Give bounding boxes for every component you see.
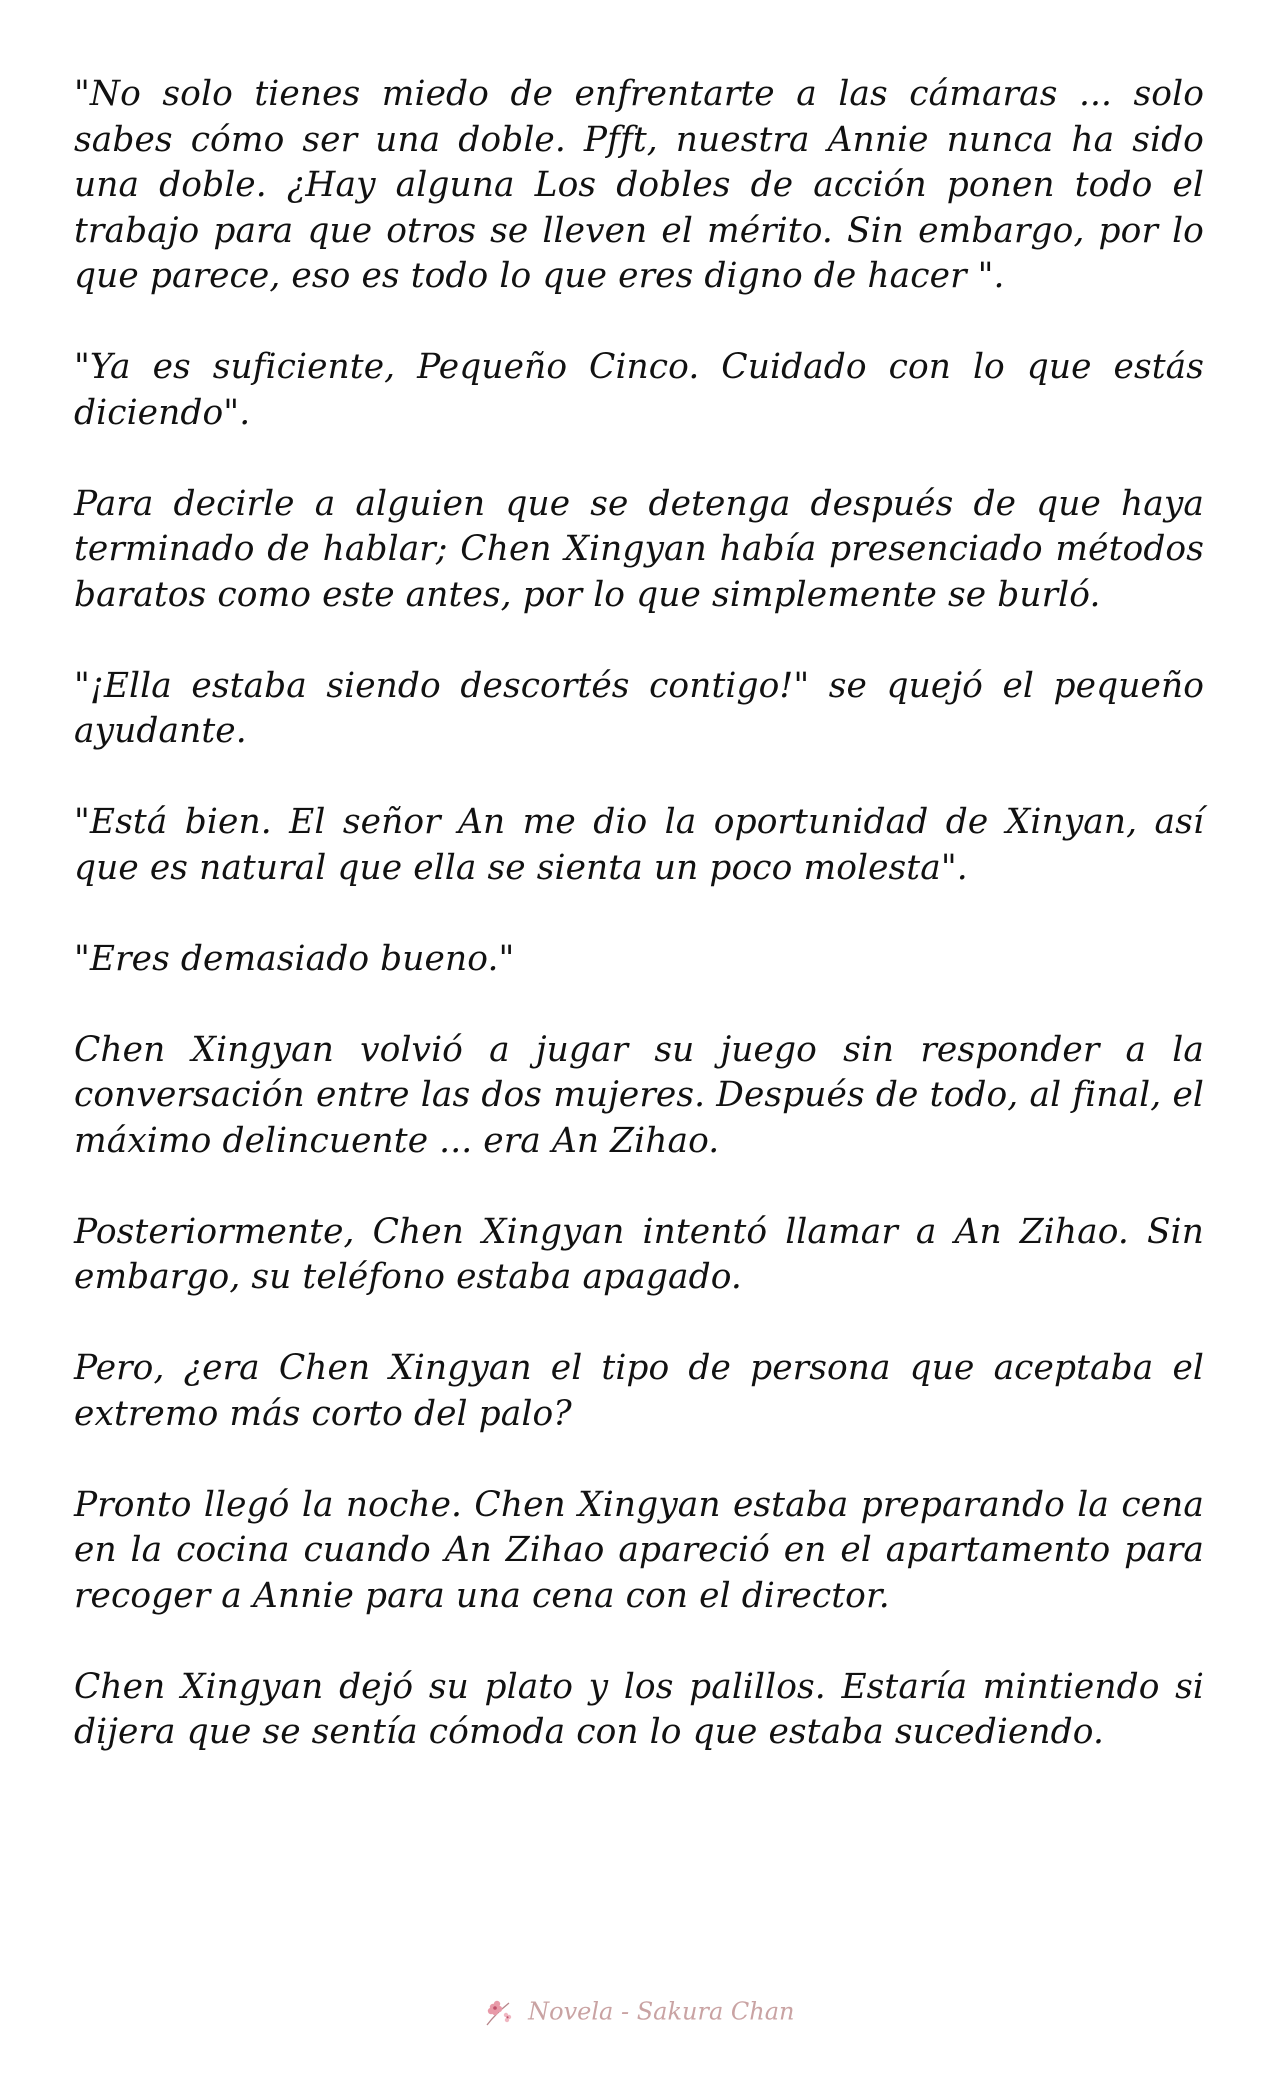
paragraph-9: Pero, ¿era Chen Xingyan el tipo de persona que aceptaba el extremo más corto del palo? xyxy=(74,1348,1204,1434)
paragraph-11: Chen Xingyan dejó su plato y los palillos. Estaría mintiendo si dijera que se sentía cómoda con lo que estaba sucediendo. xyxy=(74,1666,1204,1752)
paragraph-7: Chen Xingyan volvió a jugar su juego sin responder a la conversación entre las dos mujeres. Después de todo, al final, el máximo delincuente ... era An Zihao. xyxy=(74,1029,1204,1161)
paragraph-8: Posteriormente, Chen Xingyan intentó llamar a An Zihao. Sin embargo, su teléfono estaba apagado. xyxy=(74,1211,1204,1297)
paragraph-2: "Ya es suficiente, Pequeño Cinco. Cuidado con lo que estás diciendo". xyxy=(74,347,1204,433)
paragraph-6: "Eres demasiado bueno." xyxy=(74,938,515,979)
paragraph-10: Pronto llegó la noche. Chen Xingyan estaba preparando la cena en la cocina cuando An Zihao apareció en el apartamento para recoger a Annie para una cena con el director. xyxy=(74,1484,1204,1616)
footer-watermark xyxy=(0,1990,1275,2030)
paragraph-4: "¡Ella estaba siendo descortés contigo!" se quejó el pequeño ayudante. xyxy=(74,665,1204,751)
watermark-label: Novela - Sakura Chan xyxy=(528,1997,795,2026)
document-body xyxy=(74,72,1204,1801)
paragraph-5: "Está bien. El señor An me dio la oportunidad de Xinyan, así que es natural que ella se sienta un poco molesta". xyxy=(74,802,1204,888)
paragraph-1: "No solo tienes miedo de enfrentarte a las cámaras ... solo sabes cómo ser una doble. Pfft, nuestra Annie nunca ha sido una doble. ¿Hay alguna Los dobles de acción ponen todo el trabajo para que otros se lleven el mérito. Sin embargo, por lo que parece, eso es todo lo que eres digno de hacer ". xyxy=(74,74,1204,296)
paragraph-3: Para decirle a alguien que se detenga después de que haya terminado de hablar; Chen Xingyan había presenciado métodos baratos como este antes, por lo que simplemente se burló. xyxy=(74,483,1204,615)
sakura-blossom-icon xyxy=(481,1995,515,2029)
